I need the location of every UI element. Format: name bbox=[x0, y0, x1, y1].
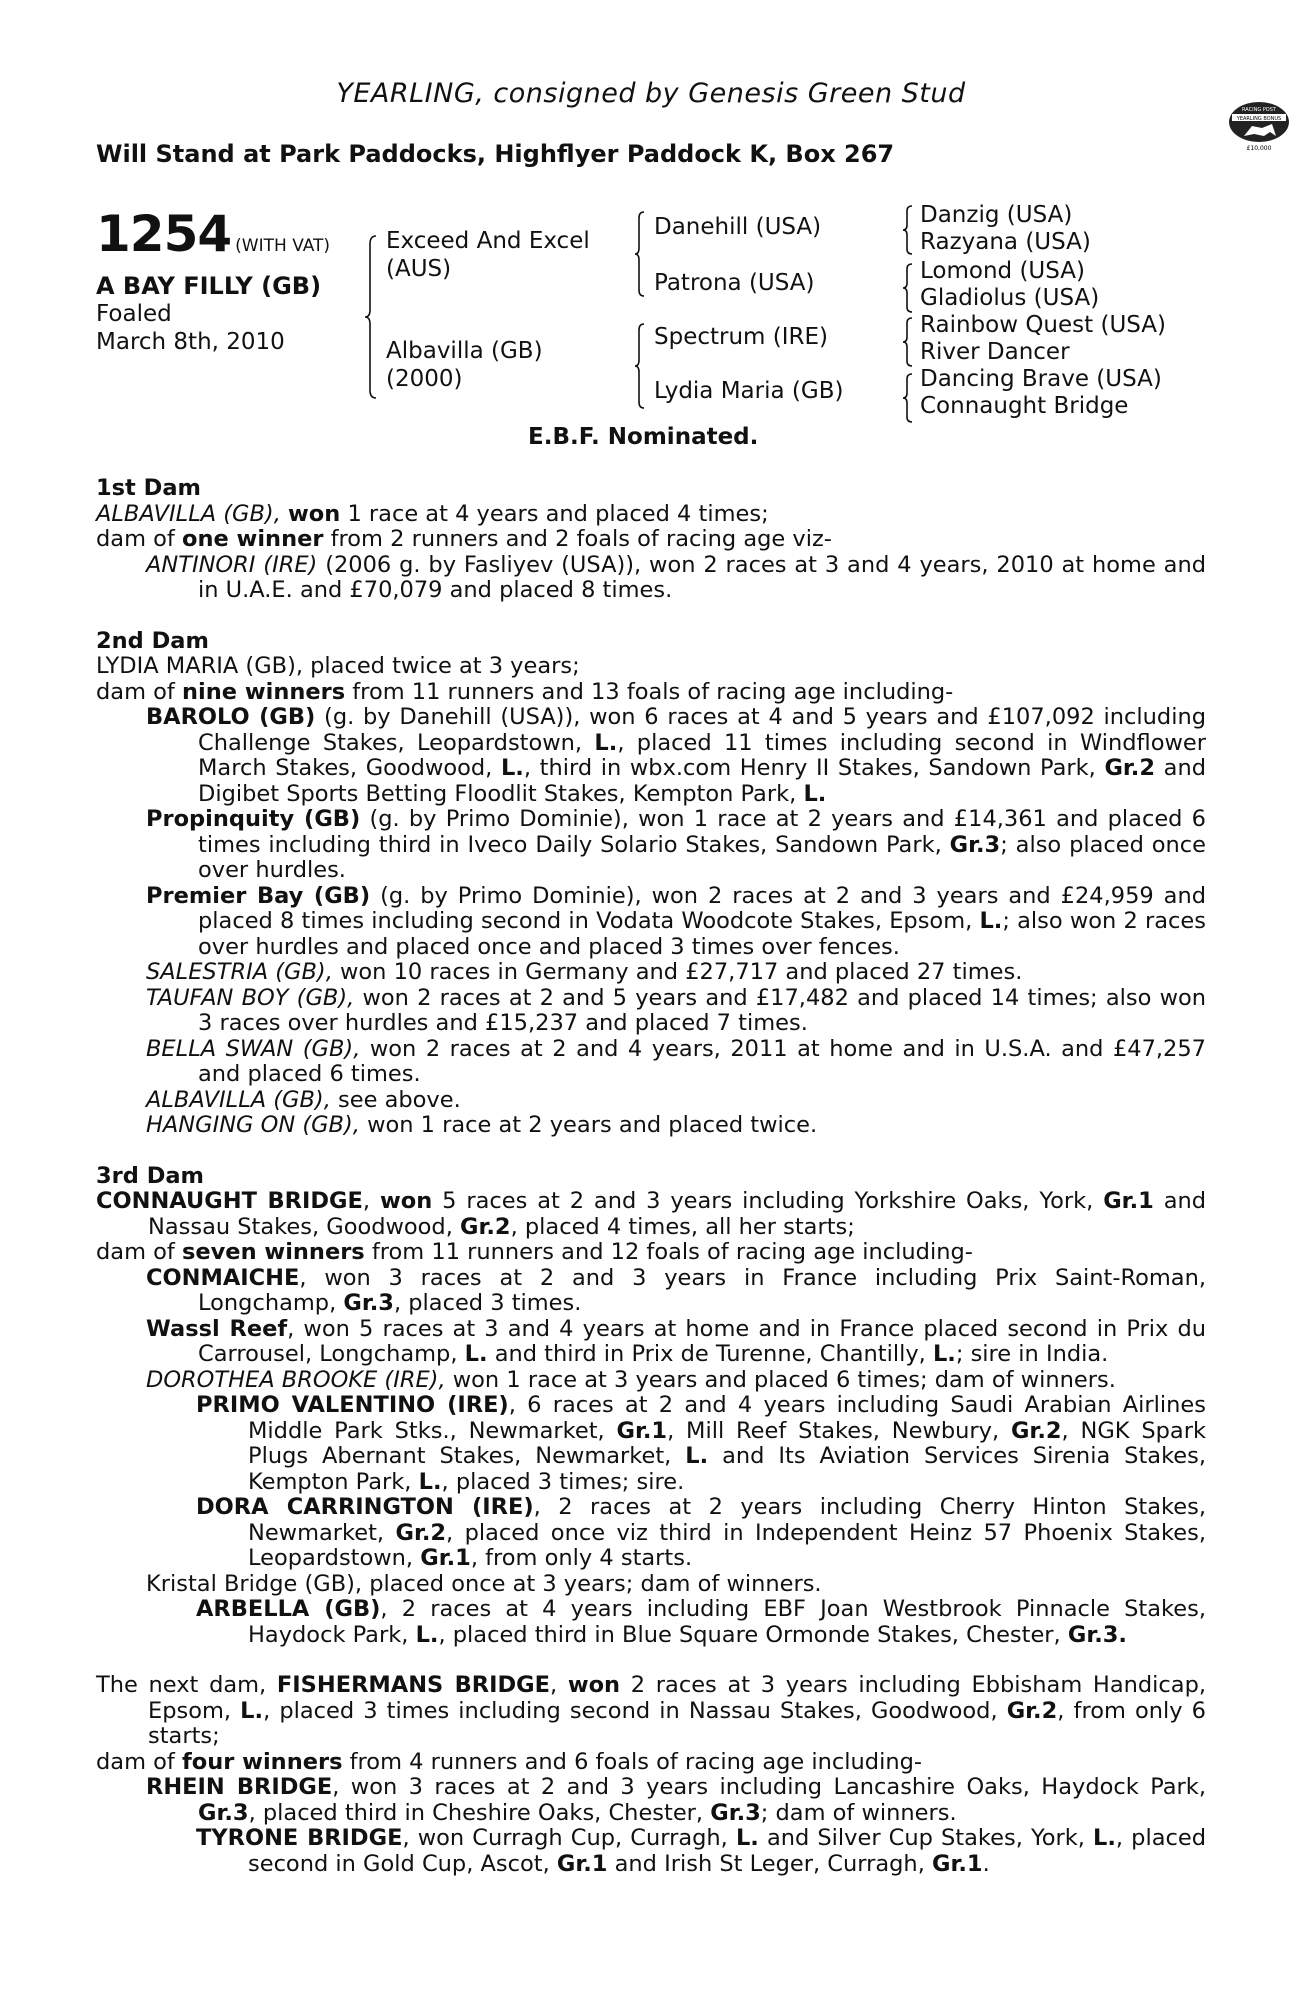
pedigree-ddd: Connaught Bridge bbox=[920, 393, 1129, 419]
badge-top-text: RACING POST bbox=[1242, 107, 1276, 113]
list-item: PRIMO VALENTINO (IRE), 6 races at 2 and 4 years including Saudi Arabian Airlines Middle Park Stks., Newmarket, Gr.1, Mill Reef Stakes, Newbury, Gr.2, NGK Spark Plugs Abernant Stakes, Newmarket, L. and Its Aviation Services Sirenia Stakes, Kempton Park, L., placed 3 times; sire. bbox=[196, 1392, 1207, 1495]
list-item: CONMAICHE, won 3 races at 2 and 3 years in France including Prix Saint-Roman, Longchamp, Gr.3, placed 3 times. bbox=[146, 1264, 1206, 1316]
list-item: BELLA SWAN (GB), won 2 races at 2 and 4 years, 2011 at home and in U.S.A. and £47,257 and placed 6 times. bbox=[146, 1035, 1206, 1087]
list-item: SALESTRIA (GB), won 10 races in Germany and £27,717 and placed 27 times. bbox=[146, 959, 1023, 985]
pedigree-sds: Lomond (USA) bbox=[920, 258, 1085, 284]
pedigree-brace-5 bbox=[902, 262, 914, 314]
third-dam-produce: dam of seven winners from 11 runners and 12 foals of racing age including- bbox=[96, 1239, 973, 1265]
foaled-date: March 8th, 2010 bbox=[96, 329, 285, 355]
second-dam-produce: dam of nine winners from 11 runners and 13 foals of racing age including- bbox=[96, 678, 954, 705]
pedigree-sire-country: (AUS) bbox=[386, 256, 452, 282]
stand-location: Will Stand at Park Paddocks, Highflyer Paddock K, Box 267 bbox=[96, 140, 895, 168]
pedigree-brace-2 bbox=[634, 210, 646, 298]
list-item: HANGING ON (GB), won 1 race at 2 years and placed twice. bbox=[146, 1112, 818, 1138]
badge-mid-text: YEARLING BONUS bbox=[1236, 116, 1282, 122]
lot-foaled bbox=[96, 300, 285, 356]
list-item: ANTINORI (IRE) (2006 g. by Fasliyev (USA)), won 2 races at 3 and 4 years, 2010 at home and in U.A.E. and £70,079 and placed 8 times. bbox=[146, 551, 1206, 603]
pedigree-sss: Danzig (USA) bbox=[920, 202, 1073, 228]
list-item: Premier Bay (GB) (g. by Primo Dominie), won 2 races at 2 and 3 years and £24,959 and placed 8 times including second in Vodata Woodcote Stakes, Epsom, L.; also won 2 races over hurdles and placed once and placed 3 times over fences. bbox=[146, 882, 1206, 960]
third-dam-title: 3rd Dam bbox=[96, 1162, 204, 1189]
lot-number: 1254 bbox=[96, 205, 232, 263]
list-item: Wassl Reef, won 5 races at 3 and 4 years at home and in France placed second in Prix du Carrousel, Longchamp, L. and third in Prix de Turenne, Chantilly, L.; sire in India. bbox=[146, 1315, 1206, 1367]
list-item: Propinquity (GB) (g. by Primo Dominie), won 1 race at 2 years and £14,361 and placed 6 times including third in Iveco Daily Solario Stakes, Sandown Park, Gr.3; also placed once over hurdles. bbox=[146, 806, 1207, 883]
pedigree-sire: Exceed And Excel bbox=[386, 228, 590, 254]
pedigree-dds: Dancing Brave (USA) bbox=[920, 366, 1162, 392]
list-item: TYRONE BRIDGE, won Curragh Cup, Curragh, L. and Silver Cup Stakes, York, L., placed second in Gold Cup, Ascot, Gr.1 and Irish St Leger, Curragh, Gr.1. bbox=[196, 1825, 1206, 1877]
consignor-heading: YEARLING, consigned by Genesis Green Stud bbox=[336, 78, 966, 109]
list-item: DOROTHEA BROOKE (IRE), won 1 race at 3 years and placed 6 times; dam of winners. bbox=[146, 1366, 1116, 1393]
pedigree-dsd: River Dancer bbox=[920, 339, 1070, 365]
lot-heading bbox=[96, 205, 330, 263]
pedigree-dam: Albavilla (GB) bbox=[386, 338, 543, 364]
pedigree-brace-1 bbox=[364, 234, 378, 400]
pedigree-brace-4 bbox=[902, 204, 914, 256]
ebf-nominated: E.B.F. Nominated. bbox=[528, 424, 759, 450]
first-dam-produce: dam of one winner from 2 runners and 2 foals of racing age viz- bbox=[96, 526, 832, 552]
list-item: RHEIN BRIDGE, won 3 races at 2 and 3 years including Lancashire Oaks, Haydock Park, Gr.3, placed third in Cheshire Oaks, Chester, Gr.3; dam of winners. bbox=[146, 1774, 1206, 1826]
pedigree-dam-year: (2000) bbox=[386, 366, 463, 392]
pedigree-brace-3 bbox=[634, 322, 646, 410]
first-dam-title: 1st Dam bbox=[96, 475, 201, 501]
list-item: ALBAVILLA (GB), see above. bbox=[146, 1086, 461, 1113]
third-dam-line: CONNAUGHT BRIDGE, won 5 races at 2 and 3 years including Yorkshire Oaks, York, Gr.1 and Nassau Stakes, Goodwood, Gr.2, placed 4 times, all her starts; bbox=[96, 1188, 1207, 1240]
pedigree-dss: Rainbow Quest (USA) bbox=[920, 312, 1167, 338]
pedigree-dam-sire: Spectrum (IRE) bbox=[654, 324, 829, 350]
next-dam-line: The next dam, FISHERMANS BRIDGE, won 2 races at 3 years including Ebbisham Handicap, Epsom, L., placed 3 times including second in Nassau Stakes, Goodwood, Gr.2, from only 6 starts; bbox=[96, 1672, 1207, 1749]
yearling-bonus-badge-icon bbox=[1224, 96, 1294, 152]
list-item: DORA CARRINGTON (IRE), 2 races at 2 years including Cherry Hinton Stakes, Newmarket, Gr.2, placed once viz third in Independent Heinz 57 Phoenix Stakes, Leopardstown, Gr.1, from only 4 starts. bbox=[196, 1494, 1206, 1571]
badge-amount-text: £10,000 bbox=[1246, 145, 1272, 152]
second-dam-title: 2nd Dam bbox=[96, 627, 209, 654]
second-dam-line: LYDIA MARIA (GB), placed twice at 3 years; bbox=[96, 653, 580, 679]
list-item: Kristal Bridge (GB), placed once at 3 years; dam of winners. bbox=[146, 1570, 822, 1597]
lot-vat: (WITH VAT) bbox=[235, 236, 331, 256]
next-dam-produce: dam of four winners from 4 runners and 6 foals of racing age including- bbox=[96, 1748, 923, 1775]
pedigree-sdd: Gladiolus (USA) bbox=[920, 285, 1100, 311]
lot-name: A BAY FILLY (GB) bbox=[96, 272, 322, 300]
pedigree-dam-dam: Lydia Maria (GB) bbox=[654, 378, 844, 404]
pedigree-sire-sire: Danehill (USA) bbox=[654, 214, 822, 240]
pedigree-brace-6 bbox=[902, 316, 914, 368]
list-item: BAROLO (GB) (g. by Danehill (USA)), won 6 races at 4 and 5 years and £107,092 including Challenge Stakes, Leopardstown, L., placed 11 times including second in Windflower March Stakes, Goodwood, L., third in wbx.com Henry II Stakes, Sandown Park, Gr.2 and Digibet Sports Betting Floodlit Stakes, Kempton Park, L. bbox=[146, 704, 1206, 807]
foaled-label: Foaled bbox=[96, 301, 172, 327]
pedigree-sire-dam: Patrona (USA) bbox=[654, 270, 815, 296]
list-item: ARBELLA (GB), 2 races at 4 years including EBF Joan Westbrook Pinnacle Stakes, Haydock Park, L., placed third in Blue Square Ormonde Stakes, Chester, Gr.3. bbox=[196, 1596, 1206, 1648]
list-item: TAUFAN BOY (GB), won 2 races at 2 and 5 years and £17,482 and placed 14 times; also won 3 races over hurdles and £15,237 and placed 7 times. bbox=[146, 984, 1206, 1036]
produce-record bbox=[96, 476, 1206, 1877]
pedigree-ssd: Razyana (USA) bbox=[920, 229, 1091, 255]
pedigree-brace-7 bbox=[902, 372, 914, 424]
first-dam-line: ALBAVILLA (GB), won 1 race at 4 years and placed 4 times; bbox=[96, 500, 769, 527]
